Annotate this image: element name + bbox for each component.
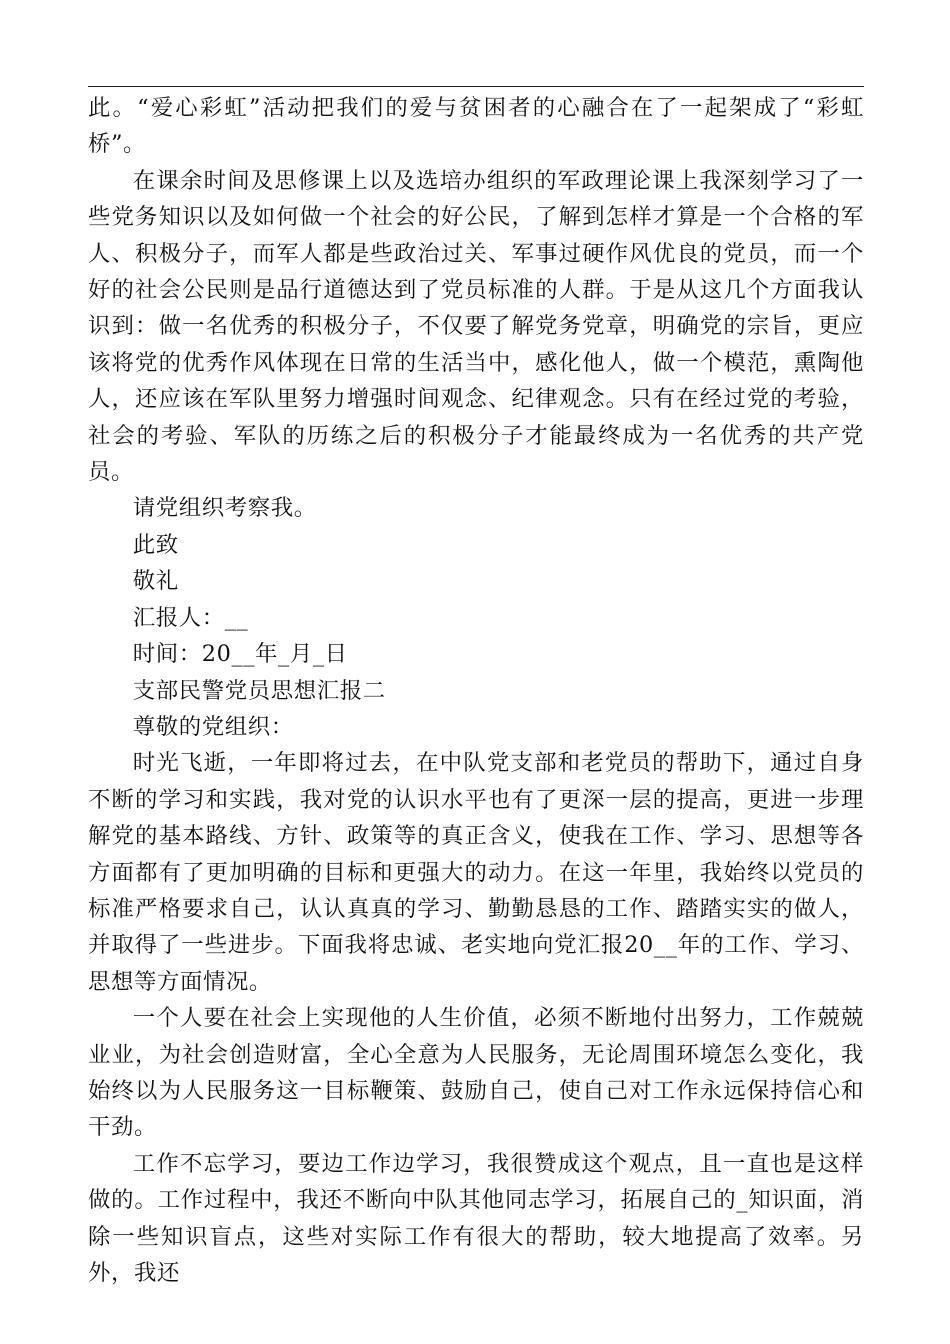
document-body bbox=[88, 90, 864, 1291]
header-rule bbox=[88, 86, 864, 87]
reporter-line: 汇报人：__ bbox=[132, 604, 249, 631]
date-line: 时间：20__年_月_日 bbox=[132, 641, 348, 668]
paragraph-request: 请党组织考察我。 bbox=[132, 495, 317, 522]
paragraph-life-value: 一个人要在社会上实现他的人生价值，必须不断地付出努力，工作兢兢业业，为社会创造财富，全心全意为人民服务，无论周围环境怎么变化，我始终以为人民服务这一目标鞭策、鼓励自己，使自己对工作永远保持信心和干劲。 bbox=[88, 1005, 864, 1141]
closing-salutation: 此致 bbox=[132, 531, 179, 558]
greeting: 尊敬的党组织： bbox=[132, 713, 294, 740]
paragraph-continuation: 此。“爱心彩虹”活动把我们的爱与贫困者的心融合在了一起架成了“彩虹桥”。 bbox=[88, 95, 864, 158]
paragraph-study: 在课余时间及思修课上以及选培办组织的军政理论课上我深刻学习了一些党务知识以及如何做一个社会的好公民，了解到怎样才算是一个合格的军人、积极分子，而军人都是些政治过关、军事过硬作风优良的党员，而一个好的社会公民则是品行道德达到了党员标准的人群。于是从这几个方面我认识到：做一名优秀的积极分子，不仅要了解党务党章，明确党的宗旨，更应该将党的优秀作风体现在日常的生活当中，感化他人，做一个模范，熏陶他人，还应该在军队里努力增强时间观念、纪律观念。只有在经过党的考验，社会的考验、军队的历练之后的积极分子才能最终成为一名优秀的共产党员。 bbox=[88, 167, 864, 486]
section-title: 支部民警党员思想汇报二 bbox=[132, 677, 386, 704]
paragraph-year-review: 时光飞逝，一年即将过去，在中队党支部和老党员的帮助下，通过自身不断的学习和实践，我对党的认识水平也有了更深一层的提高，更进一步理解党的基本路线、方针、政策等的真正含义，使我在工作、学习、思想等各方面都有了更加明确的目标和更强大的动力。在这一年里，我始终以党员的标准严格要求自己，认认真真的学习、勤勤恳恳的工作、踏踏实实的做人，并取得了一些进步。下面我将忠诚、老实地向党汇报20__年的工作、学习、思想等方面情况。 bbox=[88, 750, 864, 995]
closing-regards: 敬礼 bbox=[132, 568, 179, 595]
paragraph-work-study: 工作不忘学习，要边工作边学习，我很赞成这个观点，且一直也是这样做的。工作过程中，我还不断向中队其他同志学习，拓展自己的_知识面，消除一些知识盲点，这些对实际工作有很大的帮助，较大地提高了效率。另外，我还 bbox=[88, 1150, 864, 1286]
